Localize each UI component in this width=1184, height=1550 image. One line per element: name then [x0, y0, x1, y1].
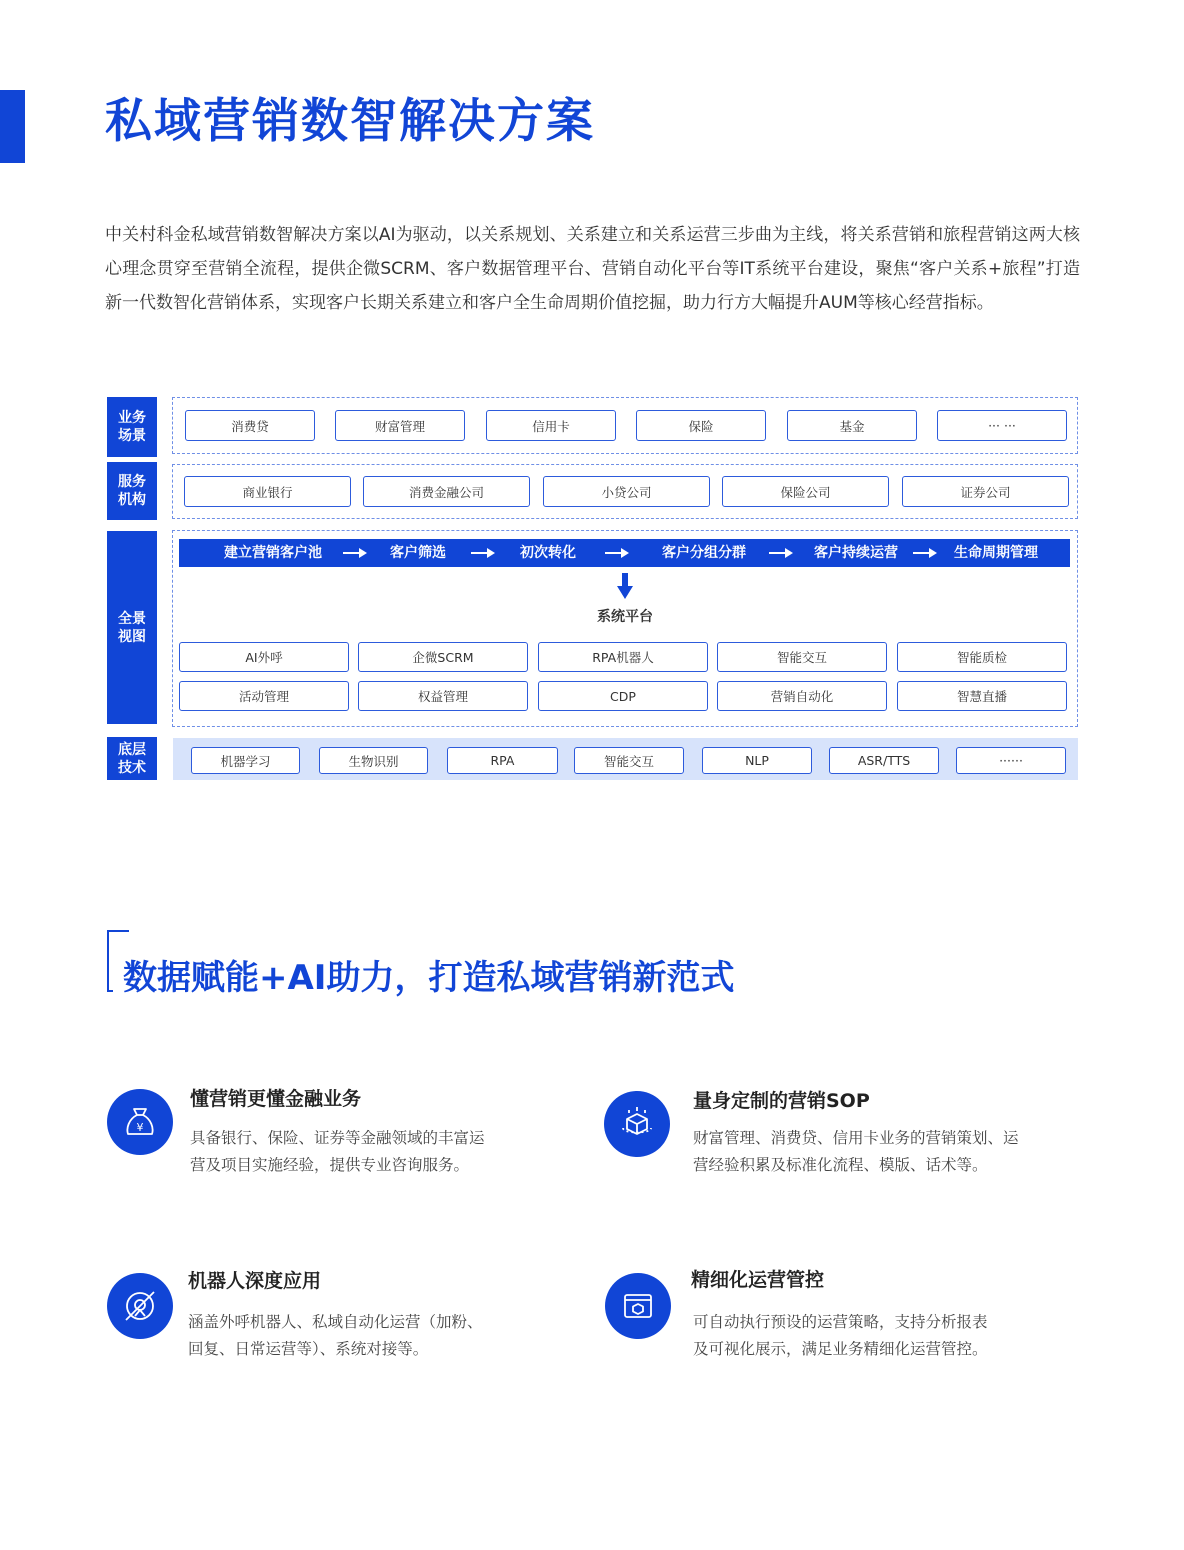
platform-chip: 企微SCRM [358, 642, 528, 672]
row-label-base-technology: 底层技术 [107, 737, 157, 780]
platform-chip: 活动管理 [179, 681, 349, 711]
tech-chip: 机器学习 [191, 747, 300, 774]
title-accent-bar [0, 90, 25, 163]
feature-title: 精细化运营管控 [691, 1269, 825, 1291]
page-title: 私域营销数智解决方案 [105, 94, 595, 149]
flow-arrow-icon [343, 552, 365, 554]
scenario-chip: 基金 [787, 410, 917, 441]
tech-chip: ······ [956, 747, 1066, 774]
scenario-chip: 消费贷 [185, 410, 315, 441]
platform-chip: 权益管理 [358, 681, 528, 711]
flow-step: 客户分组分群 [662, 545, 746, 561]
feature-title: 机器人深度应用 [188, 1270, 322, 1292]
institution-chip: 消费金融公司 [363, 476, 530, 507]
scenario-chip: 保险 [636, 410, 766, 441]
institution-chip: 商业银行 [184, 476, 351, 507]
flow-step: 客户持续运营 [814, 545, 898, 561]
feature-desc-line: 财富管理、消费贷、信用卡业务的营销策划、运 [693, 1129, 1019, 1147]
intro-paragraph: 中关村科金私域营销数智解决方案以AI为驱动，以关系规划、关系建立和关系运营三步曲为主线，将关系营销和旅程营销这两大核心理念贯穿至营销全流程，提供企微SCRM、客户数据管理平台、营销自动化平台等IT系统平台建设，聚焦“客户关系+旅程”打造新一代数智化营销体系，实现客户长期关系建立和客户全生命周期价值挖掘，助力行方大幅提升AUM等核心经营指标。 [105, 225, 1080, 313]
scenario-chip: 财富管理 [335, 410, 465, 441]
flow-arrow-icon [605, 552, 627, 554]
cube-icon [604, 1091, 670, 1157]
feature-desc-line: 具备银行、保险、证券等金融领域的丰富运 [190, 1129, 485, 1147]
tech-chip: ASR/TTS [829, 747, 939, 774]
dashboard-icon [605, 1273, 671, 1339]
flow-arrow-icon [913, 552, 935, 554]
flow-step: 初次转化 [520, 545, 576, 561]
feature-desc-line: 及可视化展示，满足业务精细化运营管控。 [693, 1340, 988, 1358]
platform-chip: 智能质检 [897, 642, 1067, 672]
arrow-down-icon [617, 573, 633, 599]
feature-title: 量身定制的营销SOP [693, 1090, 870, 1112]
scenario-chip: 信用卡 [486, 410, 616, 441]
institution-chip: 小贷公司 [543, 476, 710, 507]
platform-chip: CDP [538, 681, 708, 711]
feature-desc-line: 可自动执行预设的运营策略，支持分析报表 [693, 1313, 988, 1331]
flow-step: 建立营销客户池 [224, 545, 322, 561]
flow-arrow-icon [769, 552, 791, 554]
flow-step: 客户筛选 [390, 545, 446, 561]
marketing-flow-bar [179, 539, 1070, 567]
row-label-panoramic-view: 全景视图 [107, 531, 157, 724]
scenario-chip: ··· ··· [937, 410, 1067, 441]
institution-chip: 证券公司 [902, 476, 1069, 507]
platform-chip: 智慧直播 [897, 681, 1067, 711]
platform-chip: 智能交互 [717, 642, 887, 672]
feature-desc-line: 涵盖外呼机器人、私域自动化运营（加粉、 [188, 1313, 483, 1331]
robot-icon [107, 1273, 173, 1339]
tech-chip: NLP [702, 747, 812, 774]
money-bag-icon [107, 1089, 173, 1155]
svg-text:¥: ¥ [136, 1121, 144, 1134]
tech-chip: 智能交互 [574, 747, 684, 774]
feature-desc-line: 营经验积累及标准化流程、模版、话术等。 [693, 1156, 988, 1174]
feature-desc-line: 营及项目实施经验，提供专业咨询服务。 [190, 1156, 470, 1174]
system-platform-label: 系统平台 [597, 609, 653, 625]
flow-arrow-icon [471, 552, 493, 554]
platform-chip: 营销自动化 [717, 681, 887, 711]
tech-chip: 生物识别 [319, 747, 428, 774]
platform-chip: AI外呼 [179, 642, 349, 672]
row-label-business-scenarios: 业务场景 [107, 397, 157, 457]
institution-chip: 保险公司 [722, 476, 889, 507]
row-label-service-institutions: 服务机构 [107, 462, 157, 520]
platform-chip: RPA机器人 [538, 642, 708, 672]
feature-desc-line: 回复、日常运营等）、系统对接等。 [188, 1340, 429, 1358]
section-title: 数据赋能+AI助力，打造私域营销新范式 [123, 958, 735, 998]
flow-step: 生命周期管理 [954, 545, 1038, 561]
feature-title: 懂营销更懂金融业务 [190, 1088, 362, 1110]
tech-chip: RPA [447, 747, 558, 774]
